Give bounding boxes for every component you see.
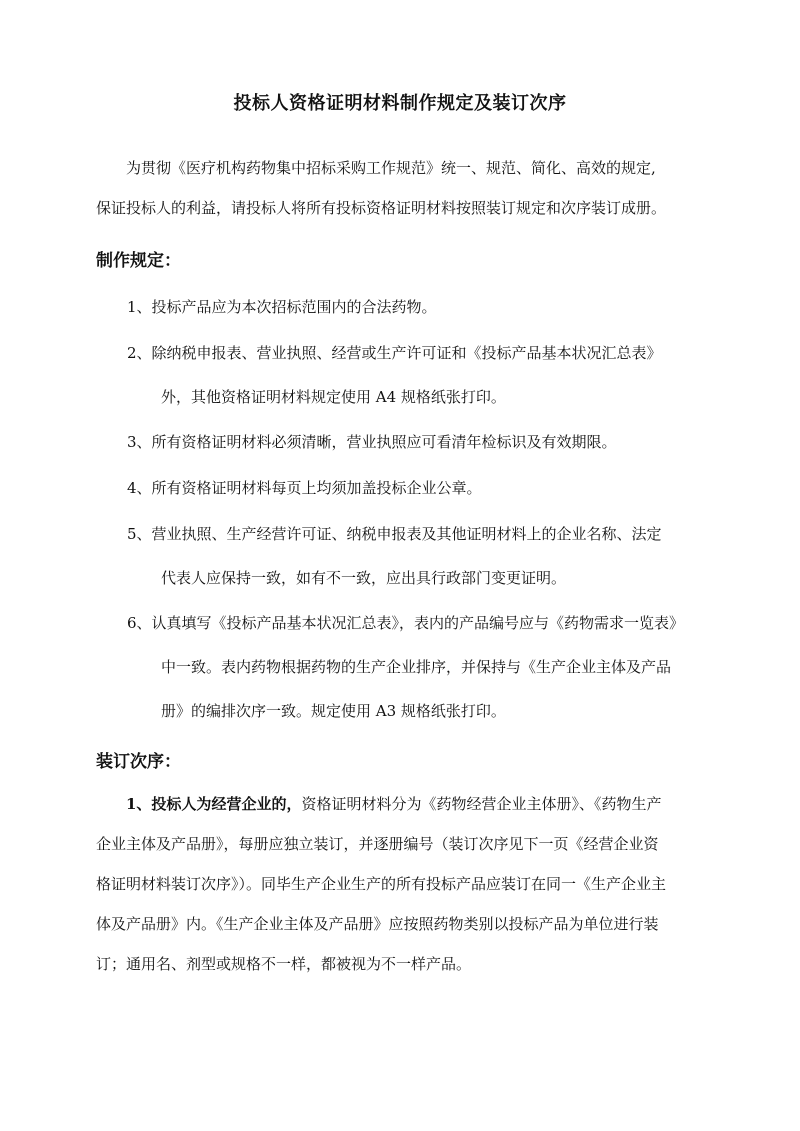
binding-line-2: 企业主体及产品册》，每册应独立装订，并逐册编号（装订次序见下一页《经营企业资 [96, 835, 659, 853]
rule-item-2-line-2: 外，其他资格证明材料规定使用 A4 规格纸张打印。 [161, 388, 506, 406]
binding-paragraph [96, 784, 708, 984]
section-heading-binding-order: 装订次序： [96, 752, 181, 772]
rule-item-1 [127, 285, 707, 329]
rule-item-2-line-1: 2、除纳税申报表、营业执照、经营或生产许可证和《投标产品基本状况汇总表》 [127, 344, 662, 362]
rule-item-4 [127, 466, 707, 510]
rule-item-5 [127, 512, 707, 600]
rule-item-2 [127, 331, 707, 419]
binding-line-1: 1、投标人为经营企业的，资格证明材料分为《药物经营企业主体册》、《药物生产 [126, 795, 662, 813]
section-heading-production-rules: 制作规定： [96, 251, 181, 271]
binding-line-3: 格证明材料装订次序》）。同毕生产企业生产的所有投标产品应装订在同一《生产企业主 [96, 875, 667, 893]
binding-lead-bold: 1、投标人为经营企业的， [126, 795, 302, 813]
intro-line-2: 保证投标人的利益，请投标人将所有投标资格证明材料按照装订规定和次序装订成册。 [96, 199, 667, 217]
rule-item-6-line-2: 中一致。表内药物根据药物的生产企业排序，并保持与《生产企业主体及产品 [161, 658, 672, 676]
rule-item-4-line-1: 4、所有资格证明材料每页上均须加盖投标企业公章。 [127, 479, 482, 497]
rule-item-6-line-3: 册》的编排次序一致。规定使用 A3 规格纸张打印。 [161, 702, 506, 720]
rule-item-6-line-1: 6、认真填写《投标产品基本状况汇总表》，表内的产品编号应与《药物需求一览表》 [127, 614, 685, 632]
rule-item-3 [127, 420, 707, 464]
binding-line-4: 体及产品册》内。《生产企业主体及产品册》应按照药物类别以投标产品为单位进行装 [96, 915, 659, 933]
rule-item-5-line-1: 5、营业执照、生产经营许可证、纳税申报表及其他证明材料上的企业名称、法定 [127, 525, 662, 543]
rule-item-3-line-1: 3、所有资格证明材料必须清晰，营业执照应可看清年检标识及有效期限。 [127, 433, 617, 451]
binding-line-5: 订；通用名、剂型或规格不一样，都被视为不一样产品。 [96, 955, 472, 973]
intro-paragraph [96, 148, 708, 228]
document-title: 投标人资格证明材料制作规定及装订次序 [233, 93, 567, 114]
intro-line-1: 为贯彻《医疗机构药物集中招标采购工作规范》统一、规范、简化、高效的规定, [126, 159, 656, 177]
rule-item-5-line-2: 代表人应保持一致，如有不一致，应出具行政部门变更证明。 [161, 569, 567, 587]
rule-item-6 [127, 601, 707, 733]
rule-item-1-line-1: 1、投标产品应为本次招标范围内的合法药物。 [127, 298, 437, 316]
